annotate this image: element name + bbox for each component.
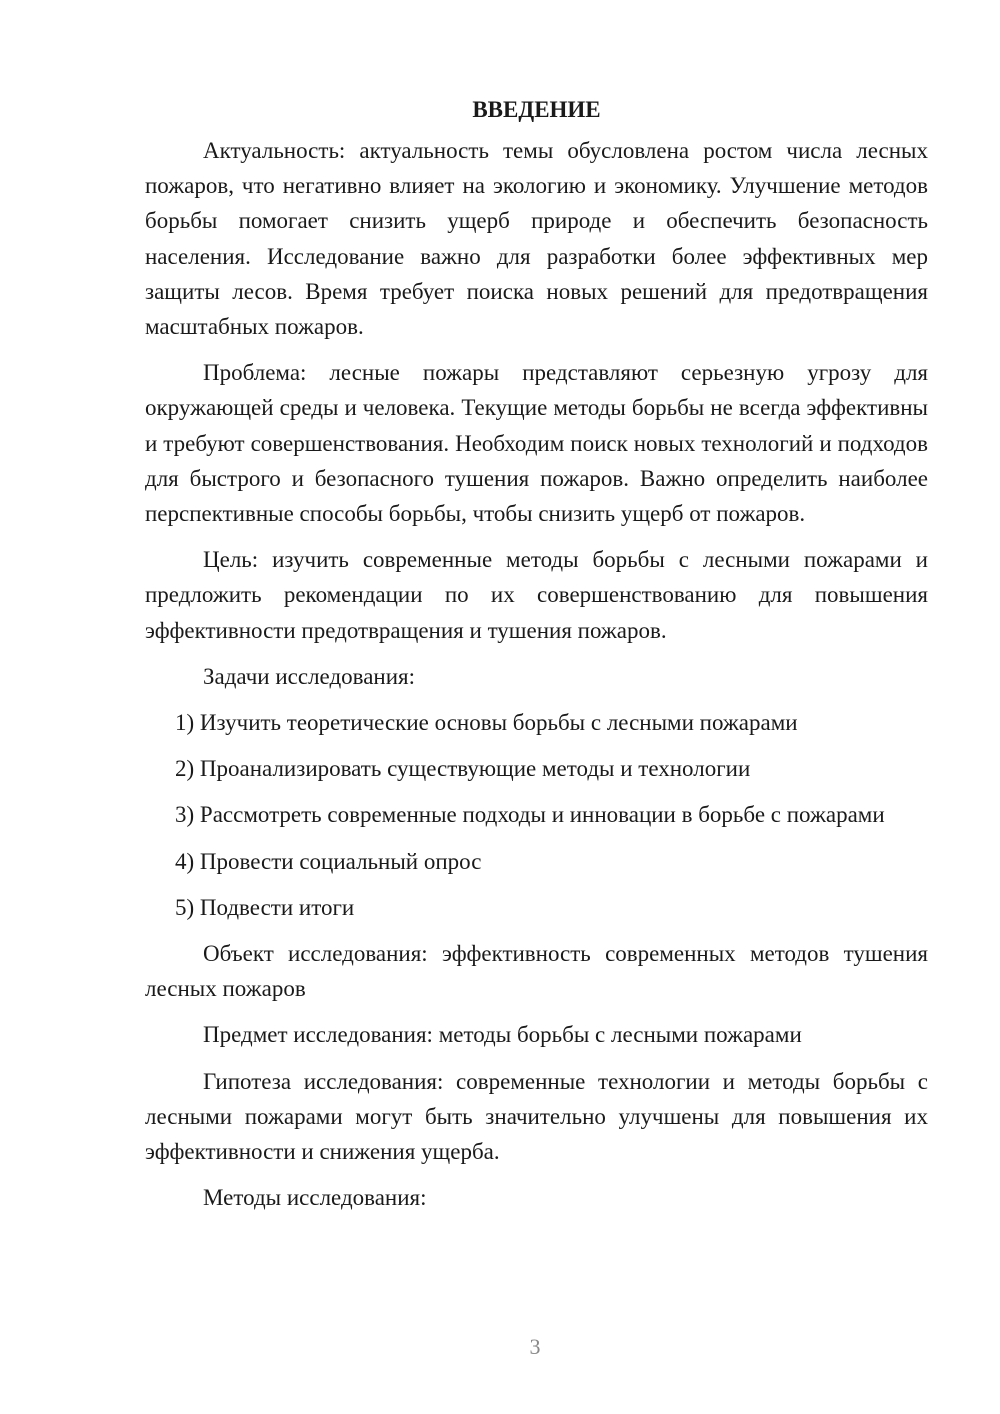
section-title: ВВЕДЕНИЕ — [472, 97, 601, 122]
list-item: 5) Подвести итоги — [175, 894, 355, 920]
paragraph-methods-heading: Методы исследования: — [203, 1185, 427, 1211]
paragraph-object: Объект исследования: эффективность современных методов тушения лесных пожаров — [145, 941, 928, 1002]
paragraph-problem: Проблема: лесные пожары представляют серьезную угрозу для окружающей среды и человека. Текущие методы борьбы не всегда эффективны и требуют совершенствования. Необходим поиск новых технологий и подходов для быстрого и безопасного тушения пожаров. Важно определить наиболее перспективные способы борьбы, чтобы снизить ущерб от пожаров. — [145, 360, 928, 527]
page-content — [145, 92, 928, 1226]
paragraph-relevance: Актуальность: актуальность темы обусловлена ростом числа лесных пожаров, что негативно влияет на экологию и экономику. Улучшение методов борьбы помогает снизить ущерб природе и обеспечить безопасность населения. Исследование важно для разработки более эффективных мер защиты лесов. Время требует поиска новых решений для предотвращения масштабных пожаров. — [145, 138, 928, 340]
paragraph-subject: Предмет исследования: методы борьбы с лесными пожарами — [203, 1022, 802, 1048]
list-item: 3) Рассмотреть современные подходы и инновации в борьбе с пожарами — [175, 802, 885, 828]
list-item: 2) Проанализировать существующие методы и технологии — [175, 756, 751, 782]
paragraph-hypothesis: Гипотеза исследования: современные технологии и методы борьбы с лесными пожарами могут быть значительно улучшены для повышения их эффективности и снижения ущерба. — [145, 1068, 928, 1165]
page-number: 3 — [529, 1334, 541, 1359]
list-item: 4) Провести социальный опрос — [175, 848, 482, 874]
tasks-list — [145, 705, 928, 925]
list-item: 1) Изучить теоретические основы борьбы с лесными пожарами — [175, 710, 798, 736]
paragraph-goal: Цель: изучить современные методы борьбы с лесными пожарами и предложить рекомендации по их совершенствованию для повышения эффективности предотвращения и тушения пожаров. — [145, 547, 928, 643]
paragraph-tasks-heading: Задачи исследования: — [203, 663, 416, 689]
